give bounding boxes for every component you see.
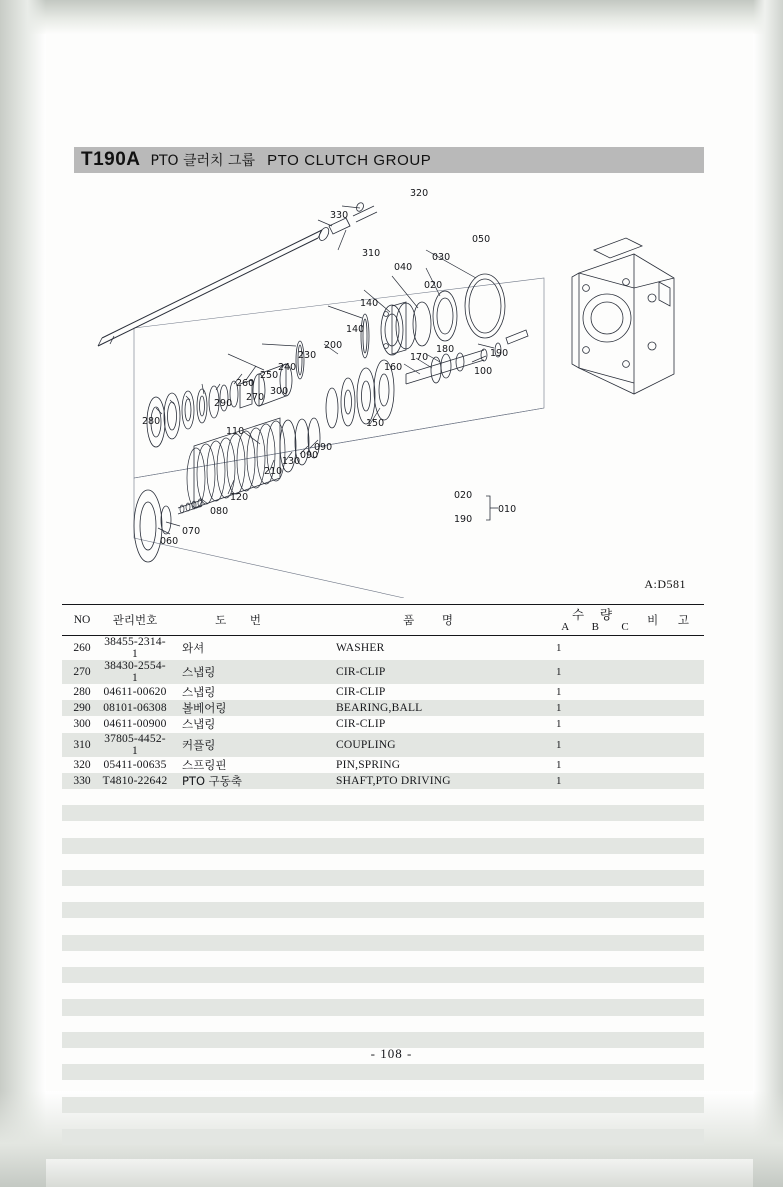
cell-empty bbox=[550, 838, 640, 854]
cell-empty bbox=[168, 1016, 318, 1032]
cell-empty bbox=[640, 805, 704, 821]
svg-text:190: 190 bbox=[490, 348, 509, 359]
svg-text:020: 020 bbox=[454, 490, 473, 501]
table-row-empty bbox=[62, 821, 704, 837]
cell-empty bbox=[62, 983, 102, 999]
table-row-empty bbox=[62, 918, 704, 934]
cell-control-no: T4810-22642 bbox=[102, 774, 168, 787]
header-part-name: 품 명 bbox=[318, 605, 550, 636]
header-control-no: 관리번호 bbox=[102, 605, 168, 636]
cell-empty bbox=[168, 805, 318, 821]
header-no: NO bbox=[62, 605, 102, 636]
cell-remark bbox=[640, 733, 704, 757]
table-row-empty bbox=[62, 789, 704, 805]
cell-empty bbox=[102, 999, 168, 1015]
cell-empty bbox=[62, 870, 102, 886]
table-row-empty bbox=[62, 805, 704, 821]
cell-empty bbox=[640, 886, 704, 902]
cell-empty bbox=[102, 1097, 168, 1113]
svg-text:180: 180 bbox=[436, 344, 455, 355]
cell-empty bbox=[62, 967, 102, 983]
header-quantity bbox=[550, 605, 640, 636]
cell-empty bbox=[102, 870, 168, 886]
cell-empty bbox=[550, 821, 640, 837]
cell-empty bbox=[102, 935, 168, 951]
table-row-empty bbox=[62, 886, 704, 902]
cell-empty bbox=[640, 999, 704, 1015]
cell-empty bbox=[318, 854, 550, 870]
cell-empty bbox=[62, 1129, 102, 1145]
svg-text:060: 060 bbox=[160, 536, 179, 547]
cell-empty bbox=[550, 1064, 640, 1080]
cell-empty bbox=[102, 918, 168, 934]
cell-quantity: 1 bbox=[556, 758, 562, 771]
table-row bbox=[62, 757, 704, 773]
table-header-row bbox=[62, 605, 704, 636]
cell-remark bbox=[640, 757, 704, 773]
cell-empty bbox=[550, 1129, 640, 1145]
cell-quantity: 1 bbox=[556, 686, 562, 699]
cell-part-name-korean: 볼베어링 bbox=[182, 701, 227, 716]
cell-empty bbox=[640, 1129, 704, 1145]
cell-part-name-korean: 스냅링 bbox=[182, 717, 216, 732]
cell-empty bbox=[640, 821, 704, 837]
cell-empty bbox=[168, 854, 318, 870]
scan-edge-left bbox=[0, 0, 46, 1187]
table-row-empty bbox=[62, 967, 704, 983]
svg-text:280: 280 bbox=[142, 416, 161, 427]
cell-empty bbox=[640, 838, 704, 854]
cell-control-no: 05411-00635 bbox=[103, 758, 167, 771]
cell-empty bbox=[318, 1129, 550, 1145]
cell-empty bbox=[62, 821, 102, 837]
cell-control-no: 04611-00620 bbox=[103, 686, 167, 699]
cell-no: 330 bbox=[73, 774, 91, 787]
cell-empty bbox=[318, 805, 550, 821]
table-row bbox=[62, 636, 704, 661]
cell-empty bbox=[318, 935, 550, 951]
page-title-bar bbox=[74, 147, 704, 173]
cell-empty bbox=[62, 935, 102, 951]
cell-no: 270 bbox=[73, 666, 91, 678]
cell-empty bbox=[102, 1064, 168, 1080]
cell-empty bbox=[62, 918, 102, 934]
cell-empty bbox=[168, 951, 318, 967]
cell-empty bbox=[168, 1064, 318, 1080]
cell-empty bbox=[62, 902, 102, 918]
cell-part-name-korean: 스냅링 bbox=[182, 685, 216, 700]
cell-empty bbox=[102, 886, 168, 902]
cell-empty bbox=[102, 1080, 168, 1096]
cell-empty bbox=[550, 1080, 640, 1096]
svg-text:040: 040 bbox=[394, 262, 413, 273]
cell-control-no: 37805-4452-1 bbox=[104, 732, 166, 757]
cell-empty bbox=[62, 1064, 102, 1080]
cell-empty bbox=[640, 983, 704, 999]
cell-empty bbox=[318, 1097, 550, 1113]
cell-empty bbox=[318, 999, 550, 1015]
cell-empty bbox=[640, 1113, 704, 1129]
table-row-empty bbox=[62, 951, 704, 967]
svg-text:160: 160 bbox=[384, 362, 403, 373]
svg-text:330: 330 bbox=[330, 210, 349, 221]
cell-empty bbox=[62, 1080, 102, 1096]
cell-quantity: 1 bbox=[556, 718, 562, 731]
cell-empty bbox=[550, 1097, 640, 1113]
cell-quantity: 1 bbox=[556, 642, 562, 654]
cell-empty bbox=[62, 999, 102, 1015]
svg-text:090: 090 bbox=[314, 442, 333, 453]
cell-empty bbox=[102, 789, 168, 805]
cell-part-name-english: BEARING,BALL bbox=[336, 702, 423, 715]
cell-empty bbox=[102, 838, 168, 854]
svg-text:090: 090 bbox=[300, 450, 319, 461]
cell-empty bbox=[550, 951, 640, 967]
cell-empty bbox=[62, 886, 102, 902]
cell-no: 290 bbox=[73, 702, 91, 715]
table-row-empty bbox=[62, 1113, 704, 1129]
cell-empty bbox=[550, 1113, 640, 1129]
cell-control-no: 04611-00900 bbox=[103, 718, 167, 731]
svg-text:210: 210 bbox=[264, 466, 283, 477]
cell-empty bbox=[62, 1097, 102, 1113]
table-row-empty bbox=[62, 935, 704, 951]
page-number: - 108 - bbox=[370, 1046, 413, 1061]
cell-empty bbox=[318, 870, 550, 886]
svg-text:190: 190 bbox=[454, 514, 473, 525]
parts-table-body bbox=[62, 636, 704, 1146]
parts-table-wrapper bbox=[62, 604, 704, 1145]
diagram-reference: A:D581 bbox=[644, 577, 686, 591]
cell-quantity: 1 bbox=[556, 702, 562, 715]
cell-empty bbox=[318, 886, 550, 902]
cell-empty bbox=[318, 1080, 550, 1096]
cell-empty bbox=[168, 838, 318, 854]
cell-empty bbox=[318, 821, 550, 837]
cell-empty bbox=[550, 935, 640, 951]
cell-no: 300 bbox=[73, 718, 91, 731]
table-row bbox=[62, 773, 704, 789]
header-qty-a: A bbox=[561, 620, 570, 633]
svg-text:300: 300 bbox=[270, 386, 289, 397]
cell-empty bbox=[62, 805, 102, 821]
cell-part-name-korean: 커플링 bbox=[182, 737, 216, 752]
table-row-empty bbox=[62, 1129, 704, 1145]
cell-no: 320 bbox=[73, 758, 91, 771]
cell-no: 260 bbox=[73, 642, 91, 654]
cell-empty bbox=[318, 1016, 550, 1032]
cell-empty bbox=[102, 854, 168, 870]
cell-part-name-english: CIR-CLIP bbox=[336, 686, 386, 699]
cell-empty bbox=[550, 854, 640, 870]
cell-empty bbox=[318, 951, 550, 967]
cell-empty bbox=[640, 918, 704, 934]
cell-empty bbox=[318, 902, 550, 918]
scan-edge-top bbox=[0, 0, 783, 34]
parts-table bbox=[62, 604, 704, 1145]
cell-empty bbox=[640, 854, 704, 870]
cell-empty bbox=[62, 838, 102, 854]
cell-empty bbox=[550, 805, 640, 821]
cell-empty bbox=[168, 1080, 318, 1096]
cell-empty bbox=[550, 967, 640, 983]
cell-empty bbox=[550, 902, 640, 918]
svg-text:030: 030 bbox=[432, 252, 451, 263]
page-bottom-strip bbox=[46, 1159, 753, 1187]
svg-text:120: 120 bbox=[230, 492, 249, 503]
cell-empty bbox=[550, 886, 640, 902]
table-row-empty bbox=[62, 1080, 704, 1096]
cell-no: 310 bbox=[73, 738, 91, 751]
cell-part-name-english: PIN,SPRING bbox=[336, 758, 401, 771]
cell-empty bbox=[640, 1097, 704, 1113]
cell-empty bbox=[62, 789, 102, 805]
cell-empty bbox=[640, 935, 704, 951]
cell-empty bbox=[168, 902, 318, 918]
cell-empty bbox=[168, 870, 318, 886]
header-qty-c: C bbox=[621, 620, 629, 633]
cell-empty bbox=[640, 1064, 704, 1080]
cell-empty bbox=[550, 918, 640, 934]
cell-empty bbox=[640, 1016, 704, 1032]
cell-part-name-korean: 스프링핀 bbox=[182, 757, 227, 772]
cell-empty bbox=[640, 789, 704, 805]
svg-text:290: 290 bbox=[214, 398, 233, 409]
cell-remark bbox=[640, 636, 704, 661]
cell-empty bbox=[62, 1016, 102, 1032]
svg-text:020: 020 bbox=[424, 280, 443, 291]
cell-empty bbox=[318, 1113, 550, 1129]
svg-text:150: 150 bbox=[366, 418, 385, 429]
cell-part-name-english: CIR-CLIP bbox=[336, 666, 386, 678]
table-row-empty bbox=[62, 999, 704, 1015]
cell-empty bbox=[168, 999, 318, 1015]
svg-text:310: 310 bbox=[362, 248, 381, 259]
cell-empty bbox=[550, 1016, 640, 1032]
cell-empty bbox=[318, 918, 550, 934]
cell-empty bbox=[102, 967, 168, 983]
table-row-empty bbox=[62, 838, 704, 854]
cell-empty bbox=[550, 789, 640, 805]
cell-empty bbox=[640, 902, 704, 918]
cell-empty bbox=[102, 1113, 168, 1129]
exploded-view-diagram bbox=[74, 178, 704, 598]
cell-empty bbox=[640, 951, 704, 967]
cell-control-no: 38430-2554-1 bbox=[104, 660, 166, 684]
table-row-empty bbox=[62, 1064, 704, 1080]
svg-text:200: 200 bbox=[324, 340, 343, 351]
table-row-empty bbox=[62, 902, 704, 918]
group-code: T190A bbox=[81, 149, 141, 170]
svg-text:050: 050 bbox=[472, 234, 491, 245]
cell-empty bbox=[102, 821, 168, 837]
cell-remark bbox=[640, 684, 704, 700]
cell-empty bbox=[318, 967, 550, 983]
cell-empty bbox=[550, 870, 640, 886]
cell-empty bbox=[102, 951, 168, 967]
table-row-empty bbox=[62, 983, 704, 999]
svg-text:070: 070 bbox=[182, 526, 201, 537]
cell-empty bbox=[168, 886, 318, 902]
svg-text:140: 140 bbox=[346, 324, 365, 335]
table-row-empty bbox=[62, 854, 704, 870]
table-row bbox=[62, 660, 704, 684]
cell-empty bbox=[168, 821, 318, 837]
cell-empty bbox=[318, 789, 550, 805]
cell-empty bbox=[550, 983, 640, 999]
cell-remark bbox=[640, 700, 704, 716]
cell-empty bbox=[640, 1080, 704, 1096]
svg-text:110: 110 bbox=[226, 426, 245, 437]
cell-control-no: 38455-2314-1 bbox=[104, 636, 166, 660]
cell-empty bbox=[168, 983, 318, 999]
table-row bbox=[62, 716, 704, 732]
cell-empty bbox=[168, 789, 318, 805]
header-quantity-label: 수 량 bbox=[571, 606, 619, 622]
table-row bbox=[62, 733, 704, 757]
group-title-korean: PTO 클러치 그룹 bbox=[150, 153, 256, 169]
cell-empty bbox=[640, 967, 704, 983]
cell-empty bbox=[168, 967, 318, 983]
cell-empty bbox=[168, 918, 318, 934]
svg-text:230: 230 bbox=[298, 350, 317, 361]
cell-remark bbox=[640, 716, 704, 732]
cell-remark bbox=[640, 660, 704, 684]
table-row bbox=[62, 700, 704, 716]
scan-edge-right bbox=[753, 0, 783, 1187]
cell-part-name-english: SHAFT,PTO DRIVING bbox=[336, 774, 451, 787]
header-remark: 비 고 bbox=[640, 605, 704, 636]
svg-text:170: 170 bbox=[410, 352, 429, 363]
svg-text:100: 100 bbox=[474, 366, 493, 377]
cell-part-name-korean: 와셔 bbox=[182, 641, 205, 655]
header-qty-b: B bbox=[591, 620, 599, 633]
svg-text:320: 320 bbox=[410, 188, 429, 199]
svg-text:140: 140 bbox=[360, 298, 379, 309]
cell-remark bbox=[640, 773, 704, 789]
table-row-empty bbox=[62, 870, 704, 886]
cell-empty bbox=[62, 951, 102, 967]
cell-empty bbox=[318, 838, 550, 854]
svg-text:250: 250 bbox=[260, 370, 279, 381]
svg-text:260: 260 bbox=[236, 378, 255, 389]
group-title-english: PTO CLUTCH GROUP bbox=[267, 151, 432, 169]
cell-empty bbox=[550, 999, 640, 1015]
cell-empty bbox=[102, 983, 168, 999]
cell-part-name-english: CIR-CLIP bbox=[336, 718, 386, 731]
cell-part-name-korean: PTO 구동축 bbox=[182, 773, 242, 788]
table-row-empty bbox=[62, 1097, 704, 1113]
cell-empty bbox=[168, 935, 318, 951]
cell-empty bbox=[62, 854, 102, 870]
cell-empty bbox=[640, 870, 704, 886]
cell-empty bbox=[62, 1113, 102, 1129]
svg-text:080: 080 bbox=[210, 506, 229, 517]
cell-quantity: 1 bbox=[556, 738, 562, 751]
cell-empty bbox=[318, 1064, 550, 1080]
cell-empty bbox=[168, 1113, 318, 1129]
svg-text:010: 010 bbox=[498, 504, 517, 515]
svg-text:130: 130 bbox=[282, 456, 301, 467]
header-drawing-no: 도 번 bbox=[168, 605, 318, 636]
table-row bbox=[62, 684, 704, 700]
cell-empty bbox=[168, 1097, 318, 1113]
cell-no: 280 bbox=[73, 686, 91, 699]
cell-empty bbox=[102, 902, 168, 918]
cell-quantity: 1 bbox=[556, 666, 562, 678]
cell-part-name-korean: 스냅링 bbox=[182, 665, 216, 679]
cell-empty bbox=[102, 805, 168, 821]
cell-part-name-english: WASHER bbox=[336, 642, 385, 654]
cell-control-no: 08101-06308 bbox=[103, 702, 167, 715]
svg-text:270: 270 bbox=[246, 392, 265, 403]
table-row-empty bbox=[62, 1016, 704, 1032]
svg-text:240: 240 bbox=[278, 362, 297, 373]
cell-quantity: 1 bbox=[556, 774, 562, 787]
cell-part-name-english: COUPLING bbox=[336, 738, 396, 751]
cell-empty bbox=[102, 1016, 168, 1032]
cell-empty bbox=[318, 983, 550, 999]
cell-empty bbox=[102, 1129, 168, 1145]
cell-empty bbox=[168, 1129, 318, 1145]
